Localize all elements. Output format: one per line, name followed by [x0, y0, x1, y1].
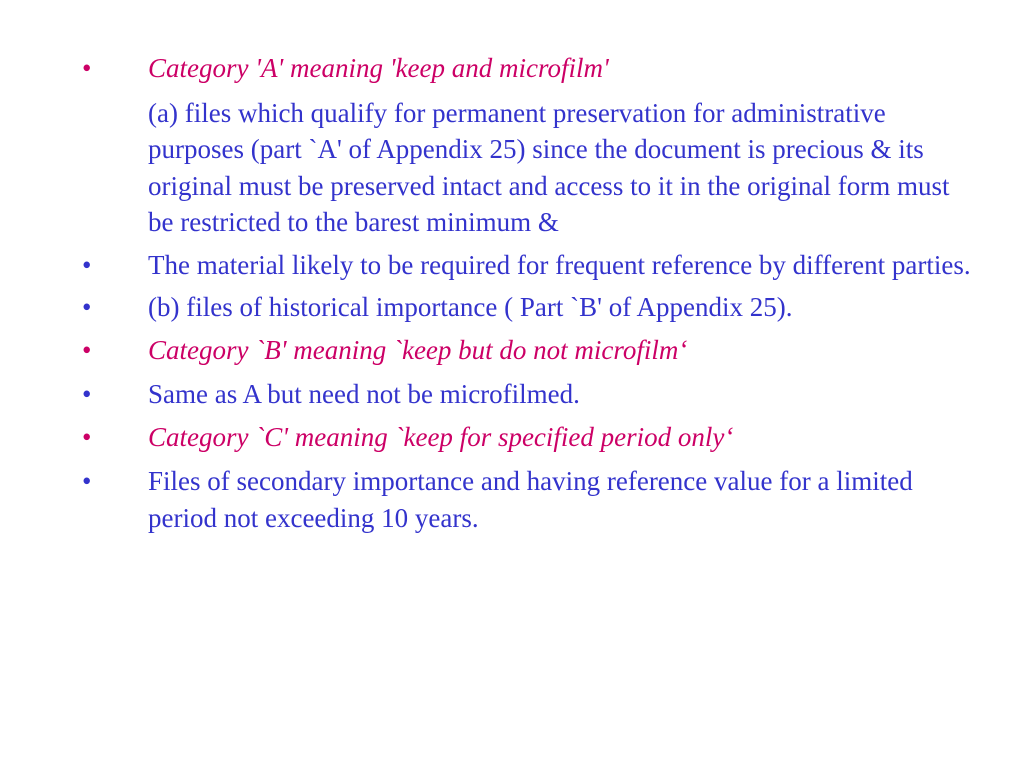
bullet-icon: • [82, 334, 92, 365]
bullet-icon: • [82, 53, 92, 83]
list-item-category-c [0, 419, 1024, 456]
bullet-list [0, 50, 1024, 542]
item-text: (a) files which qualify for permanent preservation for administrative purposes (part `A' of Appendix 25) since the document is precious & its original must be preserved intact and access to it in the original form must be restricted to the barest minimum & [148, 97, 950, 237]
list-item-category-a [0, 50, 1024, 87]
bullet-icon: • [82, 421, 92, 452]
bullet-icon: • [82, 379, 92, 409]
item-text: Category 'A' meaning 'keep and microfilm' [148, 53, 609, 83]
item-text: Category `C' meaning `keep for specified period only‘ [148, 421, 734, 452]
item-text: (b) files of historical importance ( Part `B' of Appendix 25). [148, 292, 793, 322]
item-text: Files of secondary importance and having reference value for a limited period not exceeding 10 years. [148, 466, 913, 533]
list-item-historical-importance [0, 289, 1024, 326]
bullet-icon: • [82, 292, 92, 322]
list-item-category-a-description [0, 95, 1024, 241]
list-item-category-c-description [0, 463, 1024, 536]
item-text: The material likely to be required for frequent reference by different parties. [148, 249, 971, 280]
bullet-icon: • [82, 466, 92, 496]
list-item-category-b [0, 332, 1024, 369]
item-text: Category `B' meaning `keep but do not microfilm‘ [148, 334, 688, 365]
item-text: Same as A but need not be microfilmed. [148, 379, 580, 409]
list-item-category-b-description [0, 376, 1024, 413]
bullet-icon: • [82, 249, 92, 280]
list-item-frequent-reference [0, 247, 1024, 284]
